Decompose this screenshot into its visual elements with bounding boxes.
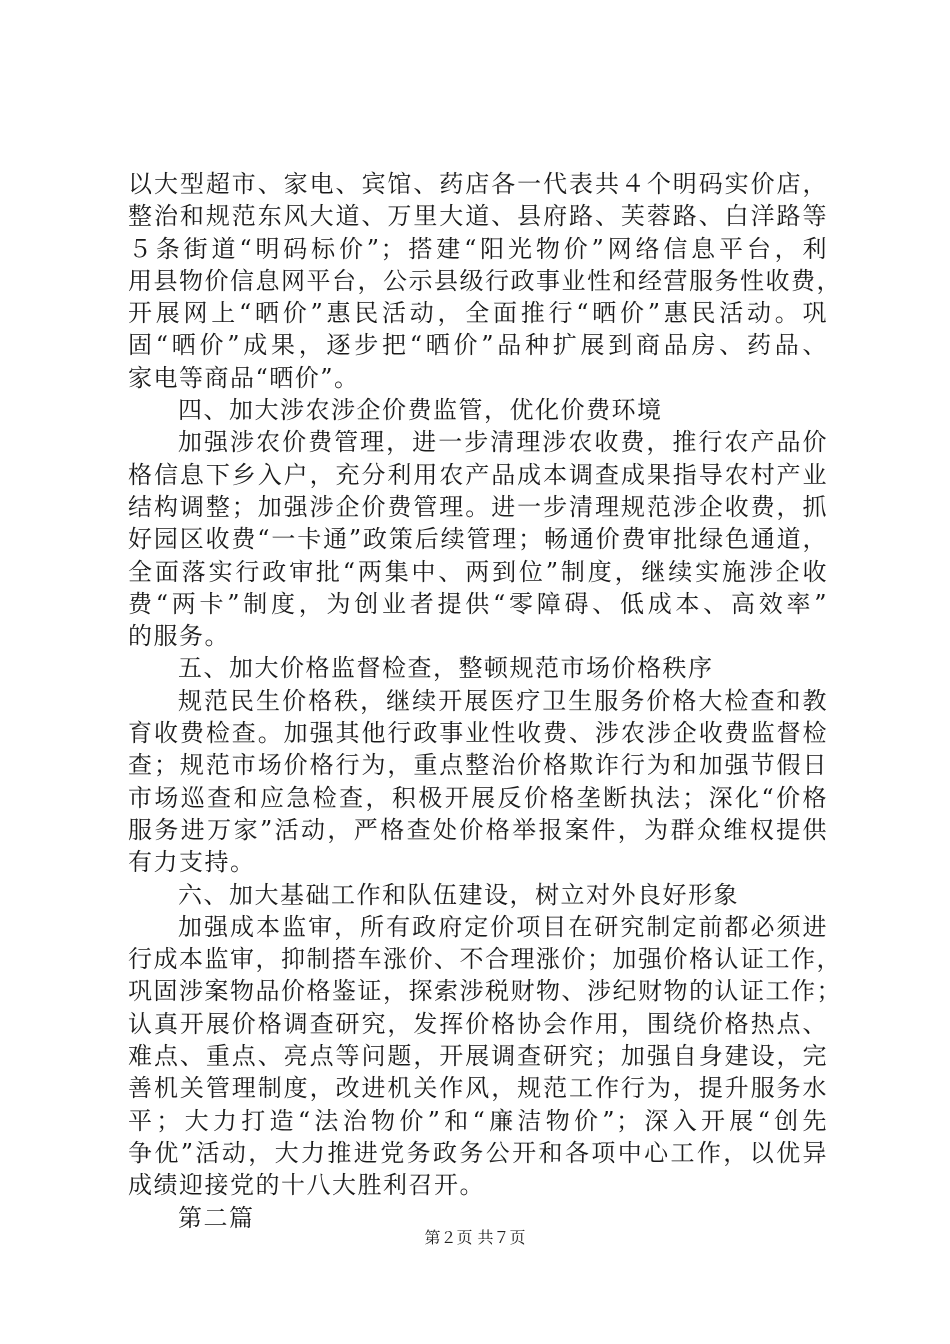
text-line: 平；大力打造“法治物价”和“廉洁物价”；深入开展“创先	[128, 1106, 828, 1135]
text-line: 市场巡查和应急检查，积极开展反价格垄断执法；深化“价格	[128, 783, 828, 812]
text-line: 争优”活动，大力推进党务政务公开和各项中心工作，以优异	[128, 1138, 828, 1167]
text-line: 整治和规范东风大道、万里大道、县府路、芙蓉路、白洋路等	[128, 202, 828, 231]
text-line: 育收费检查。加强其他行政事业性收费、涉农涉企收费监督检	[128, 719, 828, 748]
text-line: ５条街道“明码标价”；搭建“阳光物价”网络信息平台，利	[128, 234, 828, 263]
text-line: 以大型超市、家电、宾馆、药店各一代表共４个明码实价店，	[128, 170, 828, 198]
page-footer	[0, 1228, 950, 1248]
text-line: 查；规范市场价格行为，重点整治价格欺诈行为和加强节假日	[128, 751, 828, 780]
text-line: 的服务。	[128, 622, 230, 651]
text-line: 全面落实行政审批“两集中、两到位”制度，继续实施涉企收	[128, 557, 828, 586]
text-line: 服务进万家”活动，严格查处价格举报案件，为群众维权提供	[128, 815, 828, 844]
text-line: 加强成本监审，所有政府定价项目在研究制定前都必须进	[178, 912, 828, 941]
text-line: 成绩迎接党的十八大胜利召开。	[128, 1171, 485, 1200]
text-line: 规范民生价格秩，继续开展医疗卫生服务价格大检查和教	[178, 686, 828, 715]
text-line: 用县物价信息网平台，公示县级行政事业性和经营服务性收费，	[128, 266, 842, 295]
text-line: 有力支持。	[128, 848, 256, 877]
section-heading: 四、加大涉农涉企价费监管，优化价费环境	[178, 396, 663, 425]
section-heading: 六、加大基础工作和队伍建设，树立对外良好形象	[178, 880, 739, 909]
text-line: 固“晒价”成果，逐步把“晒价”品种扩展到商品房、药品、	[128, 331, 828, 360]
text-line: 认真开展价格调查研究，发挥价格协会作用，围绕价格热点、	[128, 1009, 828, 1038]
text-line: 加强涉农价费管理，进一步清理涉农收费，推行农产品价	[178, 428, 828, 457]
text-line: 难点、重点、亮点等问题，开展调查研究；加强自身建设，完	[128, 1042, 828, 1071]
section-heading: 第二篇	[178, 1203, 255, 1232]
text-line: 家电等商品“晒价”。	[128, 363, 360, 392]
text-line: 好园区收费“一卡通”政策后续管理；畅通价费审批绿色通道，	[128, 525, 828, 554]
text-line: 开展网上“晒价”惠民活动，全面推行“晒价”惠民活动。巩	[128, 299, 828, 328]
section-heading: 五、加大价格监督检查，整顿规范市场价格秩序	[178, 654, 714, 683]
text-line: 巩固涉案物品价格鉴证，探索涉税财物、涉纪财物的认证工作；	[128, 977, 842, 1006]
text-line: 结构调整；加强涉企价费管理。进一步清理规范涉企收费，抓	[128, 492, 828, 521]
document-body	[128, 168, 842, 1234]
page-number: 第２页 共７页	[424, 1228, 526, 1247]
text-line: 格信息下乡入户，充分利用农产品成本调查成果指导农村产业	[128, 460, 828, 489]
text-line: 费“两卡”制度，为创业者提供“零障碍、低成本、高效率”	[128, 589, 828, 618]
text-line: 行成本监审，抑制搭车涨价、不合理涨价；加强价格认证工作，	[128, 945, 842, 974]
text-line: 善机关管理制度，改进机关作风，规范工作行为，提升服务水	[128, 1074, 828, 1103]
